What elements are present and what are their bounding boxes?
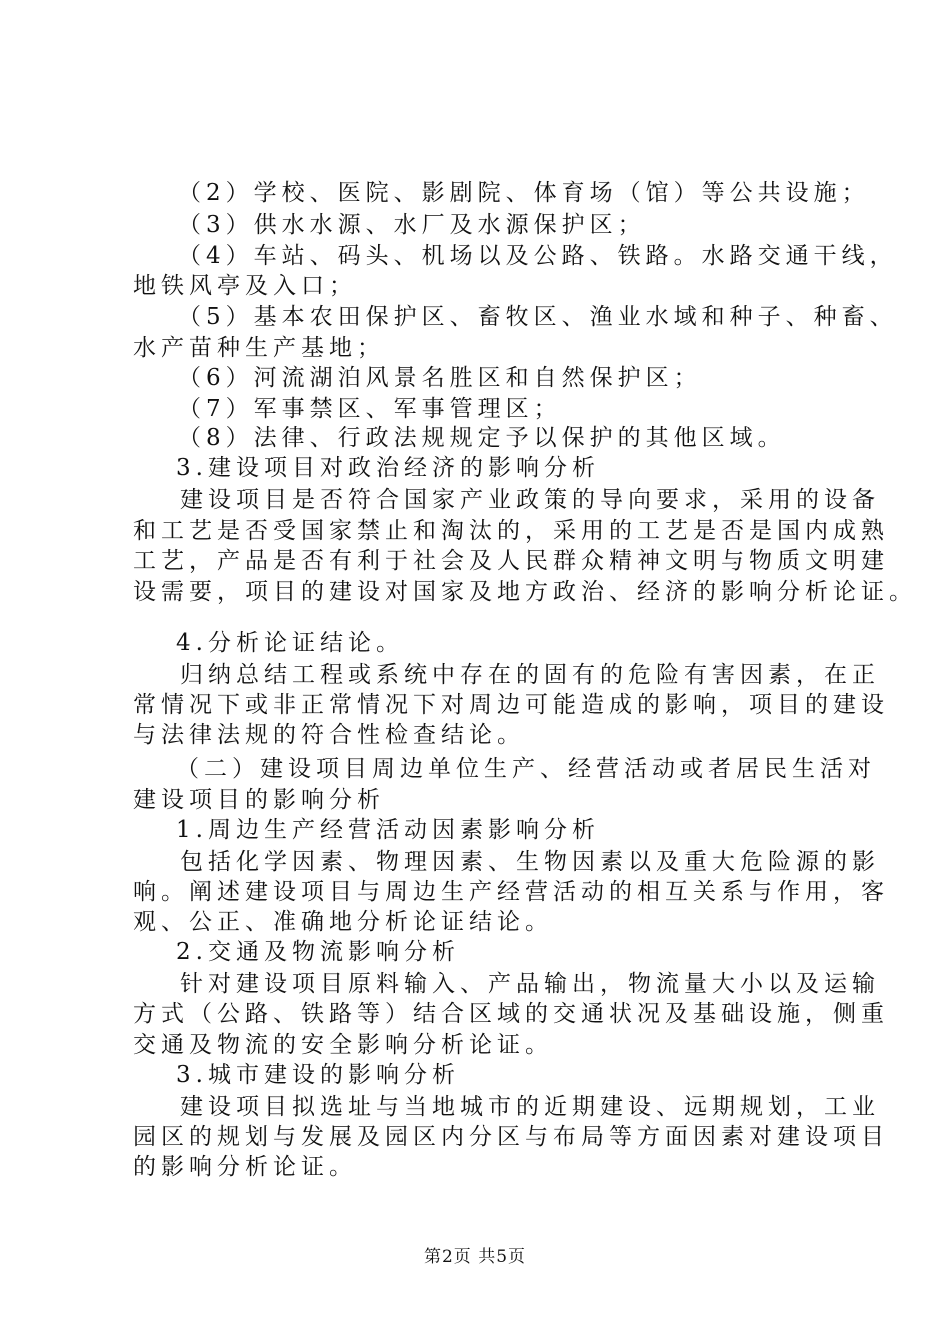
paragraph-line: （5）基本农田保护区、畜牧区、渔业水域和种子、种畜、 bbox=[178, 304, 898, 330]
paragraph-line: 建设项目拟选址与当地城市的近期建设、远期规划，工业 bbox=[180, 1094, 880, 1120]
section-heading: 3.城市建设的影响分析 bbox=[176, 1062, 460, 1088]
paragraph-line: 工艺，产品是否有利于社会及人民群众精神文明与物质文明建 bbox=[133, 548, 889, 574]
paragraph-line: （6）河流湖泊风景名胜区和自然保护区； bbox=[178, 365, 702, 391]
paragraph-line: 方式（公路、铁路等）结合区域的交通状况及基础设施，侧重 bbox=[133, 1001, 889, 1027]
section-heading: 3.建设项目对政治经济的影响分析 bbox=[176, 455, 600, 481]
paragraph-line: 针对建设项目原料输入、产品输出，物流量大小以及运输 bbox=[180, 971, 880, 997]
paragraph-line: 和工艺是否受国家禁止和淘汰的，采用的工艺是否是国内成熟 bbox=[133, 518, 889, 544]
paragraph-line: （3）供水水源、水厂及水源保护区； bbox=[178, 212, 646, 238]
section-heading: 4.分析论证结论。 bbox=[176, 630, 404, 656]
paragraph-line: （4）车站、码头、机场以及公路、铁路。水路交通干线， bbox=[178, 243, 898, 269]
paragraph-line: 包括化学因素、物理因素、生物因素以及重大危险源的影 bbox=[180, 849, 880, 875]
paragraph-line: 归纳总结工程或系统中存在的固有的危险有害因素，在正 bbox=[180, 662, 880, 688]
page-number-footer: 第2页 共5页 bbox=[423, 1247, 527, 1267]
paragraph-line: （8）法律、行政法规规定予以保护的其他区域。 bbox=[178, 425, 786, 451]
section-heading: 2.交通及物流影响分析 bbox=[176, 939, 460, 965]
paragraph-line: 建设项目是否符合国家产业政策的导向要求，采用的设备 bbox=[180, 487, 880, 513]
paragraph-line: 的影响分析论证。 bbox=[133, 1154, 357, 1180]
paragraph-line: （2）学校、医院、影剧院、体育场（馆）等公共设施； bbox=[178, 180, 870, 206]
section-heading: 1.周边生产经营活动因素影响分析 bbox=[176, 817, 600, 843]
paragraph-line: 水产苗种生产基地； bbox=[133, 335, 385, 361]
paragraph-line: 园区的规划与发展及园区内分区与布局等方面因素对建设项目 bbox=[133, 1124, 889, 1150]
section-heading: （二）建设项目周边单位生产、经营活动或者居民生活对 bbox=[176, 756, 876, 782]
paragraph-line: （7）军事禁区、军事管理区； bbox=[178, 396, 562, 422]
paragraph-line: 交通及物流的安全影响分析论证。 bbox=[133, 1032, 553, 1058]
paragraph-line: 响。阐述建设项目与周边生产经营活动的相互关系与作用，客 bbox=[133, 879, 889, 905]
paragraph-line: 设需要，项目的建设对国家及地方政治、经济的影响分析论证。 bbox=[133, 579, 917, 605]
paragraph-line: 常情况下或非正常情况下对周边可能造成的影响，项目的建设 bbox=[133, 692, 889, 718]
paragraph-line: 与法律法规的符合性检查结论。 bbox=[133, 722, 525, 748]
paragraph-line: 观、公正、准确地分析论证结论。 bbox=[133, 909, 553, 935]
section-heading: 建设项目的影响分析 bbox=[133, 787, 385, 813]
paragraph-line: 地铁风亭及入口； bbox=[133, 273, 357, 299]
